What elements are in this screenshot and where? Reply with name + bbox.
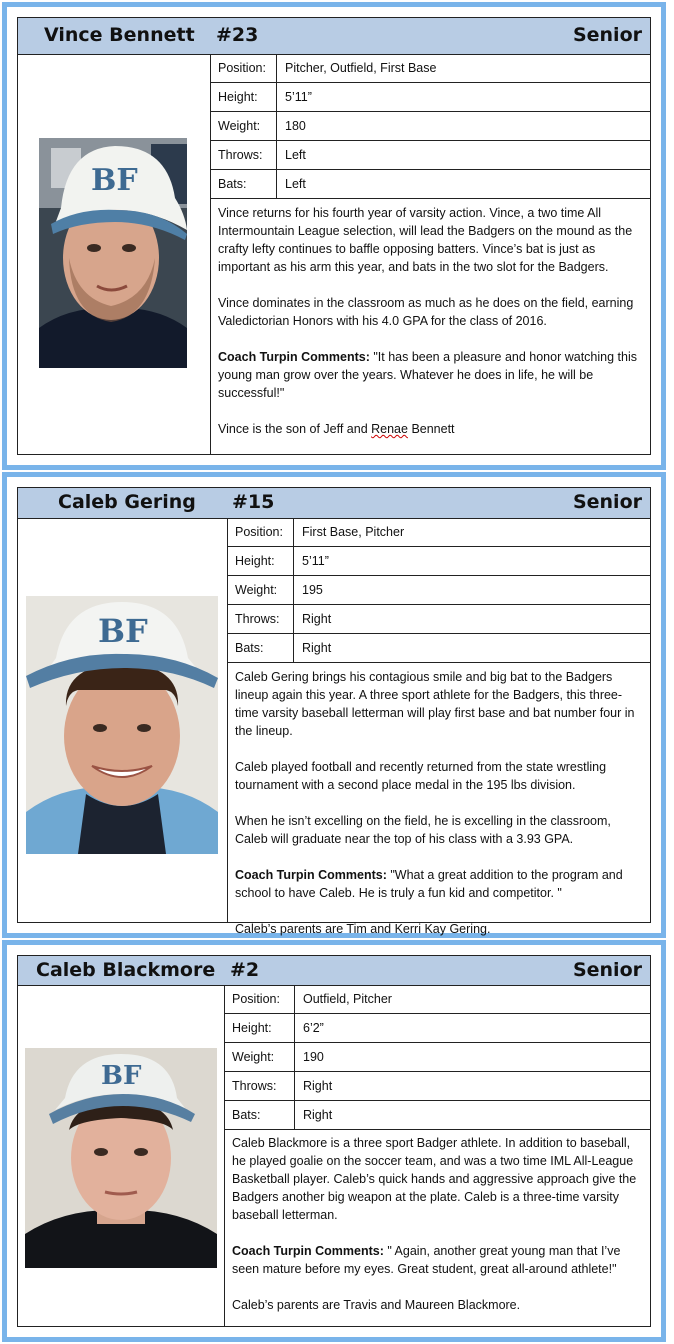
player-name: Caleb Gering <box>58 491 196 513</box>
photo-cell <box>18 518 228 922</box>
stat-row-height: Height: 5’11” <box>211 83 650 112</box>
player-year: Senior <box>572 959 642 981</box>
stat-row-throws: Throws: Right <box>225 1072 650 1101</box>
parents-line: Vince is the son of Jeff and Renae Bennett <box>218 422 455 436</box>
player-number: #23 <box>216 24 259 46</box>
card-table <box>17 487 651 936</box>
coach-label: Coach Turpin Comments: <box>218 350 370 364</box>
card-header <box>18 488 650 519</box>
bio-paragraph: Caleb played football and recently returned from the state wrestling tournament with a second place medal in the 195 lbs division. <box>235 760 607 792</box>
stats-table <box>211 54 650 199</box>
player-year: Senior <box>572 491 642 513</box>
stat-row-position: Position: Outfield, Pitcher <box>225 985 650 1014</box>
coach-comment <box>235 866 642 902</box>
stat-row-throws: Throws: Right <box>228 605 650 634</box>
player-photo <box>26 596 218 854</box>
bio-paragraph: Caleb Blackmore is a three sport Badger athlete. In addition to baseball, he played goalie on the soccer team, and was a two time IML All-League Basketball player. Caleb’s quick hands and aggressive approach give the Badgers another big weapon at the plate. Caleb is a three-time varsity baseball letterman. <box>232 1136 637 1222</box>
stat-row-bats: Bats: Right <box>225 1101 650 1130</box>
stat-row-height: Height: 5’11” <box>228 547 650 576</box>
coach-quote: "What a great addition to the program and school to have Caleb. He is truly a fun kid and competitor. " <box>235 868 623 900</box>
player-name: Vince Bennett <box>44 24 195 46</box>
stat-row-weight: Weight: 195 <box>228 576 650 605</box>
player-name: Caleb Blackmore <box>36 959 216 981</box>
card-table <box>17 955 651 1327</box>
player-number: #15 <box>232 491 275 513</box>
coach-label: Coach Turpin Comments: <box>232 1244 384 1258</box>
coach-comment <box>232 1242 642 1278</box>
parents-line: Caleb’s parents are Travis and Maureen Blackmore. <box>232 1298 521 1312</box>
player-bio <box>225 1130 650 1326</box>
svg-text:BF: BF <box>98 612 148 650</box>
svg-text:BF: BF <box>91 163 138 198</box>
stat-row-position: Position: Pitcher, Outfield, First Base <box>211 54 650 83</box>
bio-paragraph: Vince dominates in the classroom as much as he does on the field, earning Valedictorian Honors with his 4.0 GPA for the class of 2016. <box>218 296 634 328</box>
photo-cell <box>18 54 211 454</box>
parents-line: Caleb’s parents are Tim and Kerri Kay Gering. <box>235 922 491 936</box>
stat-row-throws: Throws: Left <box>211 141 650 170</box>
coach-quote: "It has been a pleasure and honor watching this young man grow over the years. Whatever he does in life, he will be successful!" <box>218 350 637 400</box>
player-number: #2 <box>230 959 260 981</box>
player-bio <box>228 664 650 936</box>
card-table <box>17 17 651 455</box>
bio-paragraph: When he isn’t excelling on the field, he is excelling in the classroom, Caleb will graduate near the top of his class with a 3.93 GPA. <box>235 814 611 846</box>
player-card-caleb-blackmore <box>2 940 666 1342</box>
stat-row-weight: Weight: 180 <box>211 112 650 141</box>
stats-table <box>225 985 650 1130</box>
card-header <box>18 956 650 986</box>
stat-row-height: Height: 6’2” <box>225 1014 650 1043</box>
card-header <box>18 18 650 55</box>
stats-table <box>228 518 650 663</box>
stat-row-position: Position: First Base, Pitcher <box>228 518 650 547</box>
player-photo <box>39 138 187 368</box>
player-year: Senior <box>572 24 642 46</box>
player-bio <box>211 200 650 454</box>
svg-text:BF: BF <box>101 1061 142 1091</box>
stat-row-bats: Bats: Right <box>228 634 650 663</box>
bio-paragraph: Vince returns for his fourth year of varsity action. Vince, a two time All Intermountain League selection, will lead the Badgers on the mound as the crafty lefty continues to baffle opposing batters. Vince’s bat is just as important as his arm this year, and bats in the two slot for the Badgers. <box>218 206 633 274</box>
coach-quote: " Again, another great young man that I’ve seen mature before my eyes. Great student, great all-around athlete!" <box>232 1244 621 1276</box>
player-photo <box>25 1048 217 1268</box>
stat-row-weight: Weight: 190 <box>225 1043 650 1072</box>
coach-label: Coach Turpin Comments: <box>235 868 387 882</box>
photo-cell <box>18 985 225 1326</box>
bio-paragraph: Caleb Gering brings his contagious smile and big bat to the Badgers lineup again this year. A three sport athlete for the Badgers, this three-time varsity baseball letterman will play first base and bat number four in the lineup. <box>235 670 635 738</box>
player-card-vince-bennett <box>2 2 666 470</box>
player-card-caleb-gering <box>2 472 666 938</box>
coach-comment <box>218 348 642 402</box>
stat-row-bats: Bats: Left <box>211 170 650 199</box>
